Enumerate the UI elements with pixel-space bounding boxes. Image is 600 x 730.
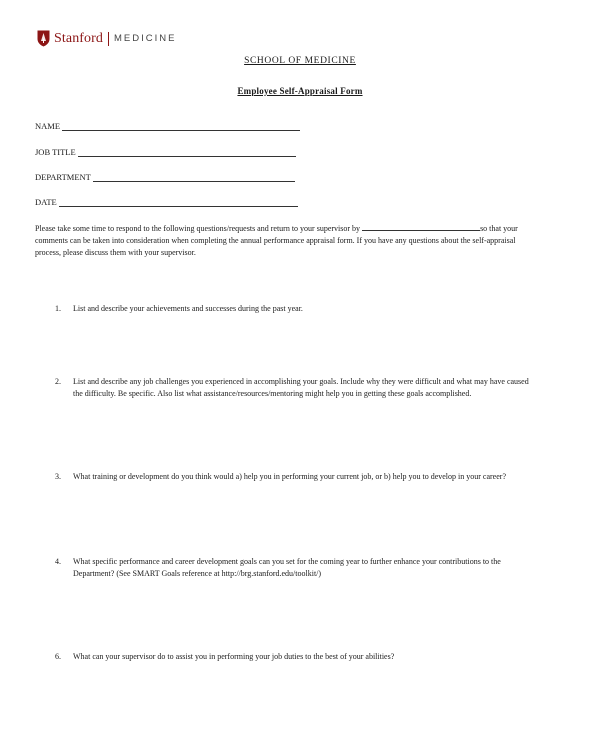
- question-item: [55, 651, 540, 663]
- question-number: 4.: [55, 557, 61, 566]
- return-date-blank[interactable]: [362, 222, 480, 231]
- name-line[interactable]: [62, 121, 300, 131]
- question-number: 2.: [55, 377, 61, 386]
- intro-text-2: so that your comments can be taken into consideration when completing the annual performance appraisal form. If you have any questions about the self-appraisal process, please discuss them with your supervisor.: [35, 224, 518, 257]
- question-number: 6.: [55, 652, 61, 661]
- job-title-field[interactable]: [35, 147, 296, 157]
- intro-paragraph: [35, 222, 535, 259]
- job-title-line[interactable]: [78, 147, 296, 157]
- department-field[interactable]: [35, 172, 295, 182]
- stanford-medicine-logo: [37, 30, 176, 47]
- question-text: List and describe any job challenges you experienced in accomplishing your goals. Include why they were difficult and what may have caused the difficulty. Be specific. Also list what assistance/resources/mentoring might help you in getting these goals accomplished.: [73, 377, 529, 398]
- department-label: DEPARTMENT: [35, 172, 91, 182]
- date-line[interactable]: [59, 197, 298, 207]
- logo-unit: MEDICINE: [114, 33, 177, 44]
- question-text: What specific performance and career development goals can you set for the coming year to further enhance your contributions to the Department? (See SMART Goals reference at http://brg.stanford.edu/toolkit/): [73, 557, 501, 578]
- question-text: List and describe your achievements and successes during the past year.: [73, 304, 303, 313]
- stanford-shield-icon: [37, 30, 50, 47]
- job-title-label: JOB TITLE: [35, 147, 76, 157]
- question-item: [55, 556, 540, 580]
- form-title: Employee Self-Appraisal Form: [237, 86, 363, 96]
- question-number: 1.: [55, 304, 61, 313]
- department-line[interactable]: [93, 172, 295, 182]
- intro-text-1: Please take some time to respond to the following questions/requests and return to your supervisor by: [35, 224, 361, 233]
- name-label: NAME: [35, 121, 61, 131]
- name-field[interactable]: [35, 121, 300, 131]
- school-heading: SCHOOL OF MEDICINE: [244, 56, 356, 66]
- question-item: [55, 471, 540, 483]
- question-item: [55, 376, 540, 400]
- question-item: [55, 303, 540, 315]
- logo-brand: Stanford: [54, 30, 104, 46]
- question-text: What can your supervisor do to assist you in performing your job duties to the best of your abilities?: [73, 652, 395, 661]
- logo-divider: [108, 32, 109, 46]
- question-text: What training or development do you think would a) help you in performing your current job, or b) help you to develop in your career?: [73, 472, 506, 481]
- date-label: DATE: [35, 197, 57, 207]
- question-number: 3.: [55, 472, 61, 481]
- date-field[interactable]: [35, 197, 298, 207]
